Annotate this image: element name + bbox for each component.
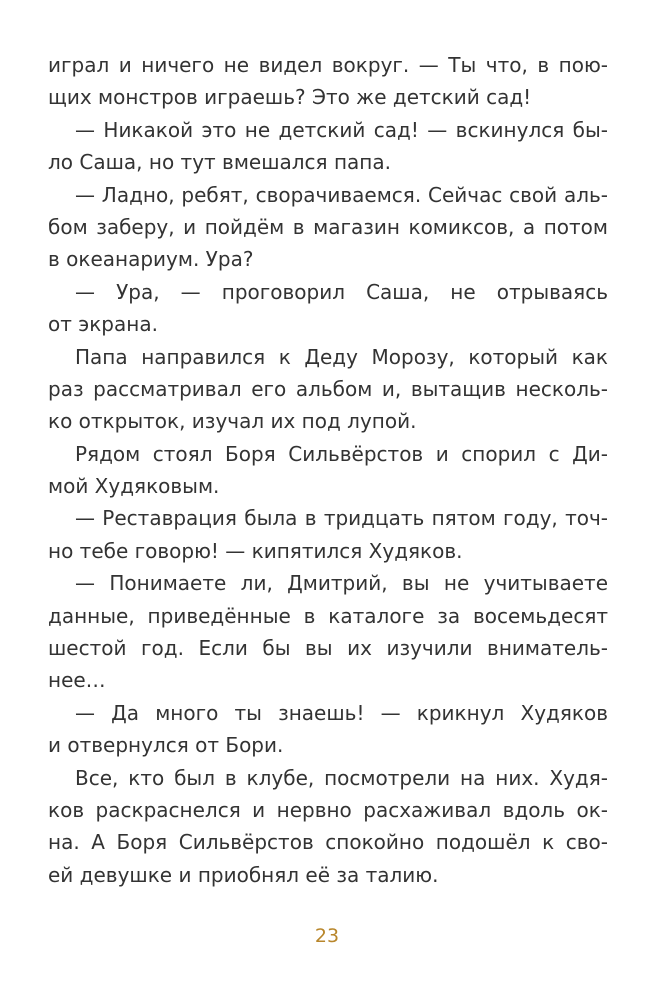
text-line: ей девушке и приобнял её за талию.	[48, 862, 439, 887]
text-line: и отвернулся от Бори.	[48, 733, 284, 758]
text-line: — Ладно, ребят, сворачиваемся. Сейчас свой аль-	[75, 182, 608, 207]
text-line: ло Саша, но тут вмешался папа.	[48, 150, 391, 175]
body-text	[48, 49, 608, 891]
text-line: — Никакой это не детский сад! — вскинулся бы-	[75, 117, 608, 142]
text-line: раз рассматривал его альбом и, вытащив несколь-	[48, 376, 608, 401]
text-line: играл и ничего не видел вокруг. — Ты что, в пою-	[48, 53, 608, 77]
text-line: ко открыток, изучал их под лупой.	[48, 409, 417, 434]
text-line: — Реставрация была в тридцать пятом году, точ-	[75, 506, 608, 531]
text-line: Папа направился к Деду Морозу, который как	[75, 344, 608, 369]
text-line: ков раскраснелся и нервно расхаживал вдоль ок-	[48, 797, 608, 822]
text-line: бом заберу, и пойдём в магазин комиксов, а потом	[48, 214, 608, 239]
text-line: на. А Боря Сильвёрстов спокойно подошёл к сво-	[48, 830, 608, 855]
text-line: щих монстров играешь? Это же детский сад!	[48, 85, 532, 110]
text-line: Рядом стоял Боря Сильвёрстов и спорил с Ди-	[75, 441, 608, 466]
text-line: — Понимаете ли, Дмитрий, вы не учитываете	[75, 571, 608, 596]
text-line: Все, кто был в клубе, посмотрели на них. Худя-	[75, 765, 608, 790]
text-line: от экрана.	[48, 312, 158, 337]
text-line: но тебе говорю! — кипятился Худяков.	[48, 538, 463, 563]
page-number: 23	[314, 925, 340, 947]
text-line: мой Худяковым.	[48, 474, 220, 499]
text-line: — Ура, — проговорил Саша, не отрываясь	[75, 279, 608, 304]
text-line: нее…	[48, 668, 106, 693]
text-line: шестой год. Если бы вы их изучили вниматель-	[48, 636, 608, 661]
text-line: — Да много ты знаешь! — крикнул Худяков	[75, 700, 608, 725]
text-line: данные, приведённые в каталоге за восемьдесят	[48, 603, 608, 628]
text-line: в океанариум. Ура?	[48, 247, 254, 272]
